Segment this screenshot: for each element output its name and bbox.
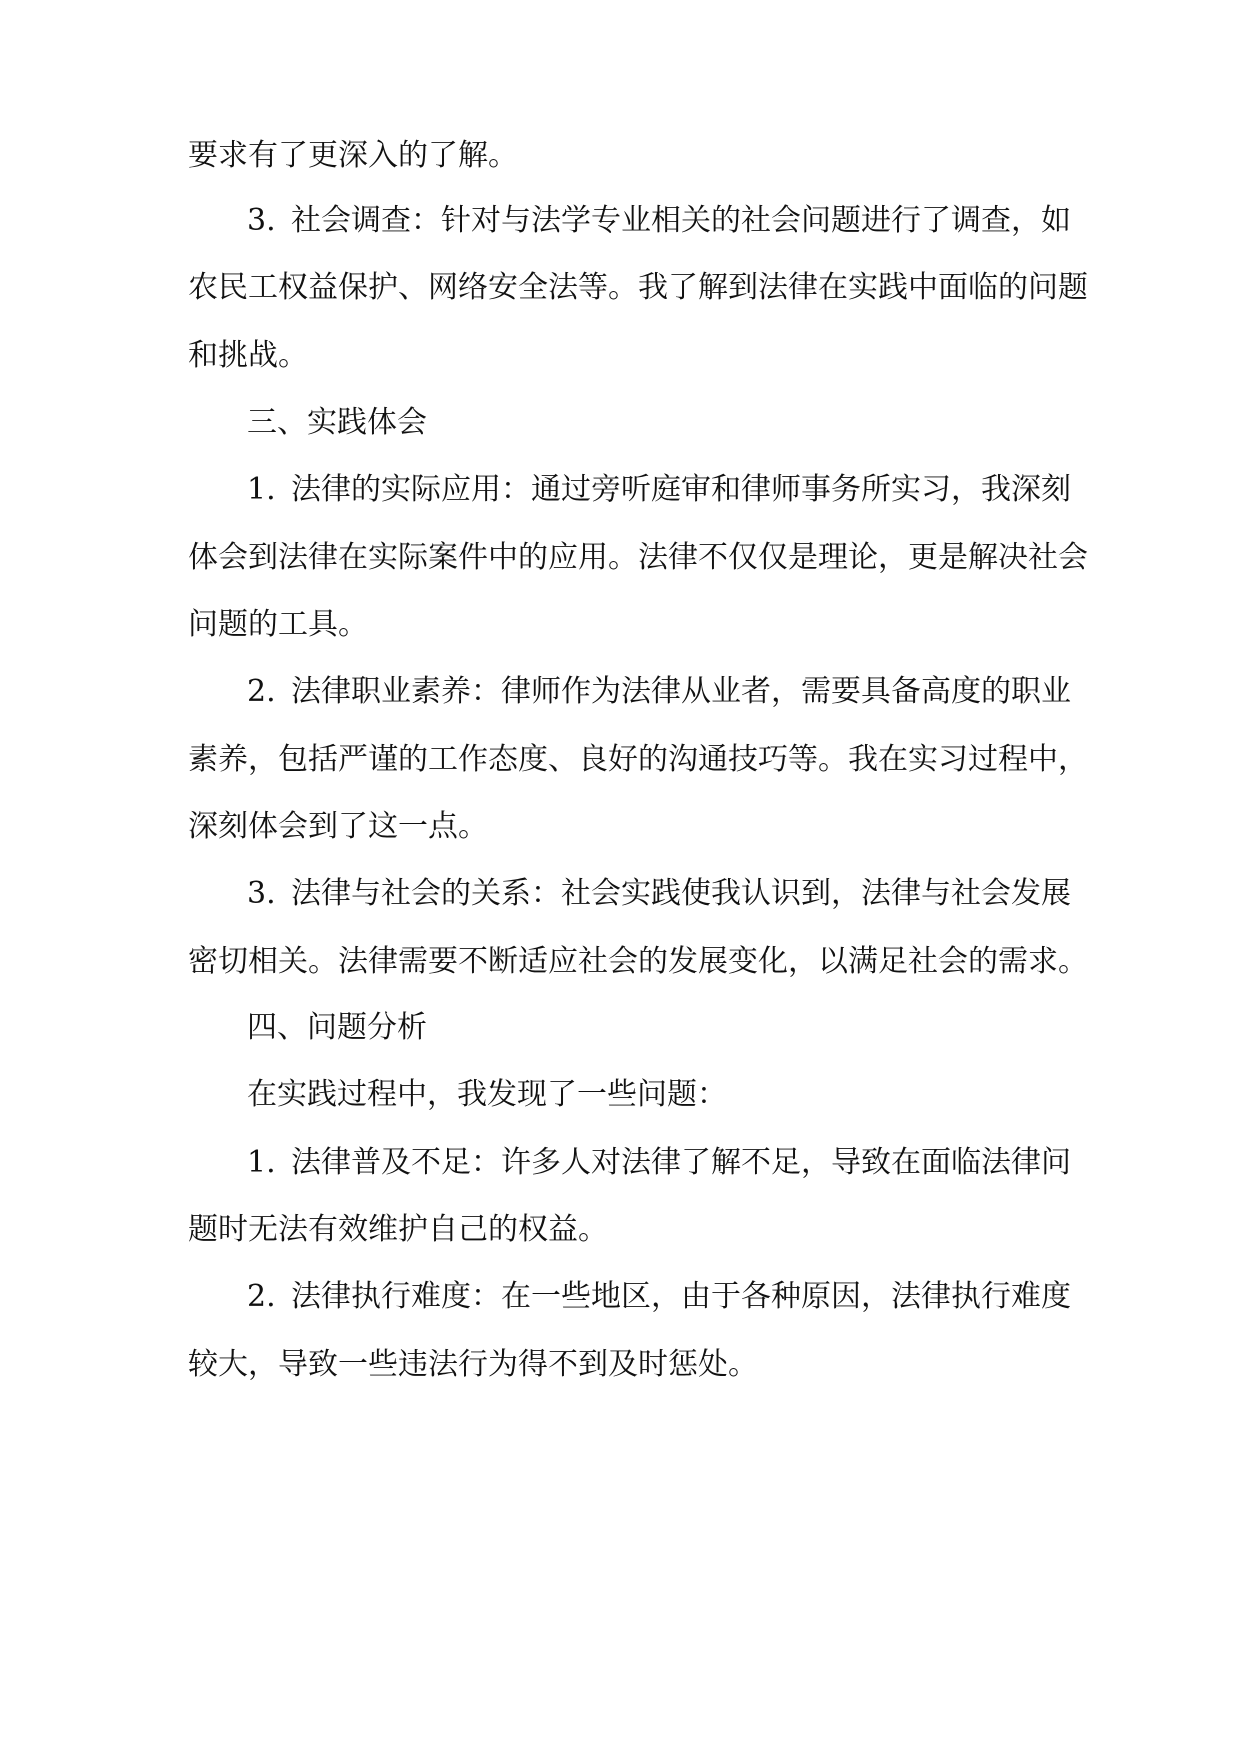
line-text: 农民工权益保护、网络安全法等。我了解到法律在实践中面临的问题 [188,270,1088,305]
paragraph-intro [247,1075,727,1115]
line-text: 和挑战。 [188,338,308,373]
section-heading-problem-analysis [247,1008,427,1048]
heading-text: 四、问题分析 [247,1010,427,1045]
text-line [188,807,488,847]
line-text: 素养，包括严谨的工作态度、良好的沟通技巧等。我在实习过程中， [188,742,1088,777]
line-text: 法律职业素养：律师作为法律从业者，需要具备高度的职业 [291,674,1071,709]
text-line [188,136,518,176]
text-line [188,605,368,645]
line-text: 法律与社会的关系：社会实践使我认识到，法律与社会发展 [291,876,1071,911]
text-line [188,1210,608,1250]
text-line [188,538,1088,578]
line-text: 较大，导致一些违法行为得不到及时惩处。 [188,1347,758,1382]
line-text: 在实践过程中，我发现了一些问题： [247,1077,727,1112]
item-number: 3. [247,876,276,911]
numbered-item-2-enforcement-difficulty [247,1277,1071,1317]
line-text: 法律的实际应用：通过旁听庭审和律师事务所实习，我深刻 [291,472,1071,507]
text-line [188,268,1088,308]
line-text: 法律执行难度：在一些地区，由于各种原因，法律执行难度 [291,1279,1071,1314]
line-text: 体会到法律在实际案件中的应用。法律不仅仅是理论，更是解决社会 [188,540,1088,575]
item-number: 3. [247,203,276,238]
item-number: 1. [247,472,276,507]
text-line [188,942,1088,982]
numbered-item-2-professional-quality [247,672,1071,712]
numbered-item-1-insufficient-popularization [247,1143,1071,1183]
numbered-item-3-law-and-society [247,874,1071,914]
line-text: 深刻体会到了这一点。 [188,809,488,844]
item-number: 2. [247,674,276,709]
section-heading-practice-experience [247,403,427,443]
item-number: 2. [247,1279,276,1314]
text-line [188,1345,758,1385]
text-line [188,336,308,376]
numbered-item-3-social-survey [247,201,1071,241]
heading-text: 三、实践体会 [247,405,427,440]
line-text: 问题的工具。 [188,607,368,642]
item-number: 1. [247,1145,276,1180]
numbered-item-1-practical-application [247,470,1071,510]
line-text: 要求有了更深入的了解。 [188,138,518,173]
text-line [188,740,1088,780]
line-text: 社会调查：针对与法学专业相关的社会问题进行了调查，如 [291,203,1071,238]
line-text: 密切相关。法律需要不断适应社会的发展变化，以满足社会的需求。 [188,944,1088,979]
line-text: 题时无法有效维护自己的权益。 [188,1212,608,1247]
line-text: 法律普及不足：许多人对法律了解不足，导致在面临法律问 [291,1145,1071,1180]
